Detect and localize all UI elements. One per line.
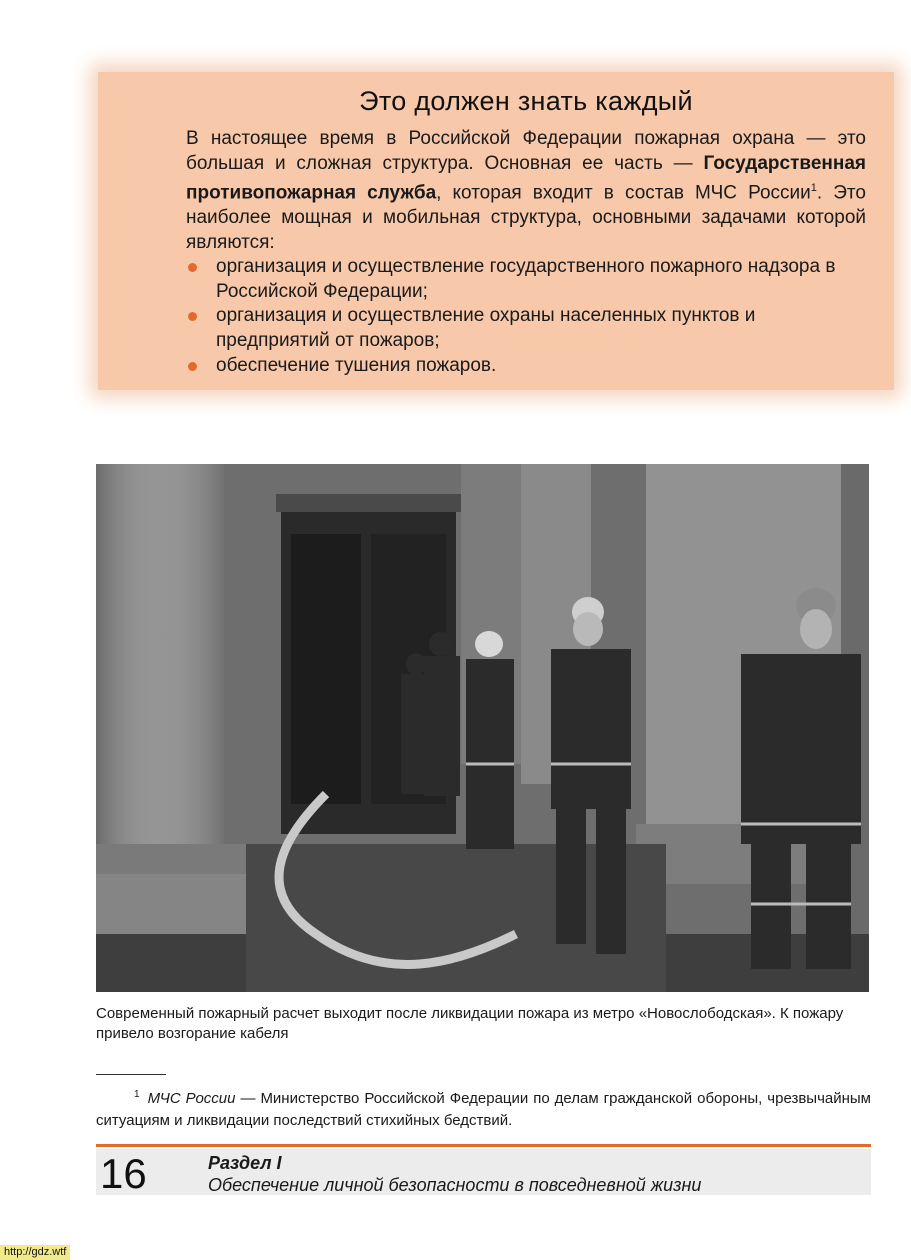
list-item (186, 255, 866, 304)
list-item (186, 354, 866, 379)
para-text-3: . Это наиболее мощная и мобильная структура, основными задачами которой являются: (186, 182, 866, 253)
list-item-text: обеспечение тушения пожаров. (216, 354, 497, 376)
info-box-title: Это должен знать каждый (359, 86, 693, 116)
footnote-marker[interactable]: 1 (810, 182, 817, 195)
para-text-2: , которая входит в состав МЧС России (436, 182, 811, 204)
info-box-paragraph (186, 127, 866, 255)
footnote-number: 1 (134, 1089, 140, 1100)
bullet-dot-icon (188, 312, 197, 321)
para-text-1: В настоящее время в Российской Федерации пожарная охрана — это большая и сложная структура. Основная ее часть — (186, 128, 866, 174)
footer-divider (96, 1144, 871, 1147)
watermark-link[interactable]: http://gdz.wtf (0, 1245, 70, 1260)
page-number: 16 (100, 1150, 147, 1197)
para-bold-term: Государственная противопожарная служба (186, 152, 866, 204)
bullet-dot-icon (188, 362, 197, 371)
footnote-term: МЧС России (147, 1090, 236, 1107)
section-title: Обеспечение личной безопасности в повседневной жизни (208, 1175, 702, 1195)
photo-caption: Современный пожарный расчет выходит после ликвидации пожара из метро «Новослободская». К пожару привело возгорание кабеля (96, 1005, 844, 1042)
section-label: Раздел I (208, 1153, 282, 1173)
list-item (186, 304, 866, 353)
task-list (186, 255, 866, 378)
footnote (96, 1084, 871, 1132)
info-box (98, 72, 894, 390)
list-item-text: организация и осуществление охраны населенных пунктов и предприятий от пожаров; (216, 305, 756, 352)
footnote-text: — Министерство Российской Федерации по делам гражданской обороны, чрезвычайным ситуациям и ликвидации последствий стихийных бедствий. (96, 1090, 871, 1129)
footnote-divider (96, 1074, 166, 1075)
firefighters-photo (96, 464, 869, 992)
photo-illustration (96, 464, 869, 992)
list-item-text: организация и осуществление государственного пожарного надзора в Российской Федерации; (216, 256, 836, 302)
bullet-dot-icon (188, 263, 197, 272)
